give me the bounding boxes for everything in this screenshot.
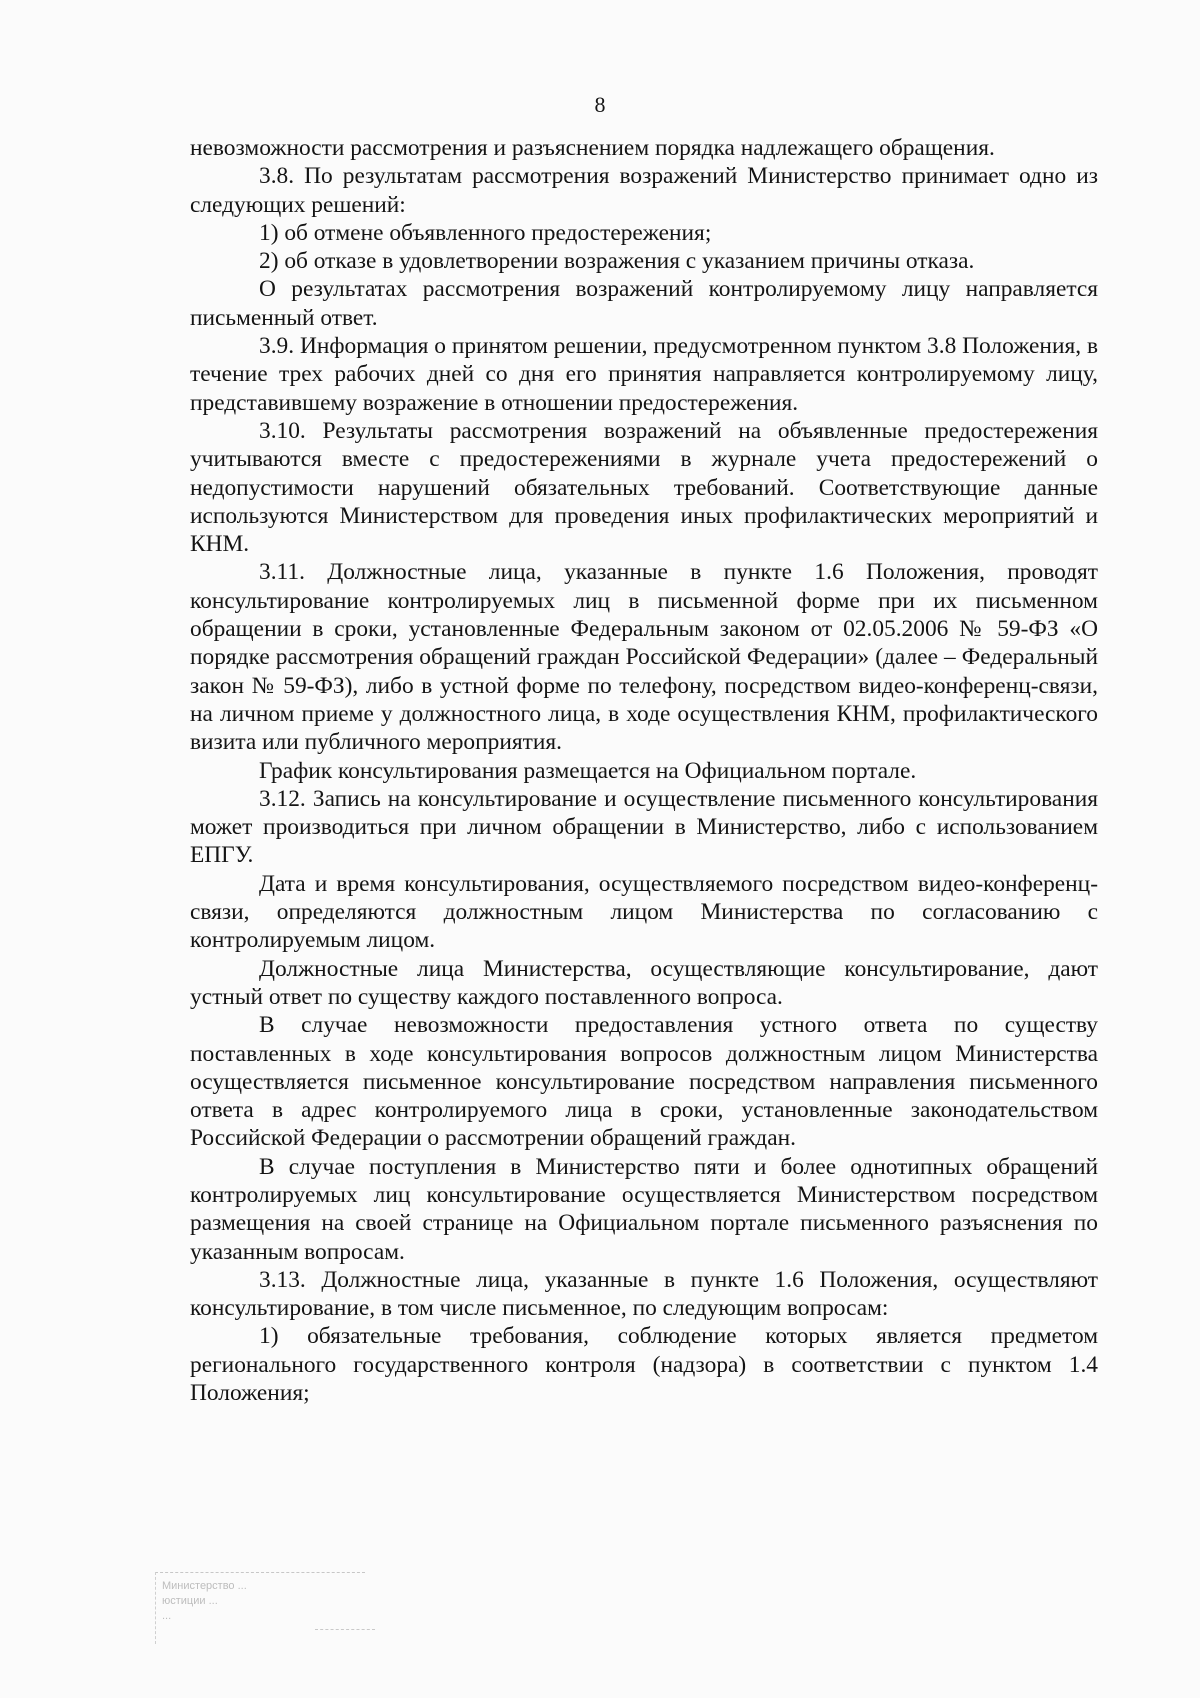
paragraph-list-item-2: 2) об отказе в удовлетворении возражения с указанием причины отказа. xyxy=(259,248,975,275)
paragraph-written-consultation: В случае невозможности предоставления устного ответа по существу поставленных в ходе консультирования вопросов должностным лицом Министерства осуществляется письменное консультирование посредством направления письменного ответа в адрес контролируемого лица в сроки, установленные законодательством Российской Федерации о рассмотрении обращений граждан. xyxy=(190,1012,1098,1152)
paragraph-list-item-1: 1) об отмене объявленного предостережения; xyxy=(259,219,712,246)
paragraph-oral-answer: Должностные лица Министерства, осуществляющие консультирование, дают устный ответ по существу каждого поставленного вопроса. xyxy=(190,955,1098,1010)
paragraph-date-time: Дата и время консультирования, осуществляемого посредством видео-конференц-связи, определяются должностным лицом Министерства по согласованию с контролируемым лицом. xyxy=(190,870,1098,954)
paragraph-3-13-item-1: 1) обязательные требования, соблюдение которых является предметом регионального государственного контроля (надзора) в соответствии с пунктом 1.4 Положения; xyxy=(190,1323,1098,1407)
stamp-underline xyxy=(315,1629,375,1630)
paragraph-3-13: 3.13. Должностные лица, указанные в пункте 1.6 Положения, осуществляют консультирование, в том числе письменное, по следующим вопросам: xyxy=(190,1266,1098,1322)
page-number: 8 xyxy=(594,92,606,117)
paragraph-results-reply: О результатах рассмотрения возражений контролируемому лицу направляется письменный ответ. xyxy=(190,276,1098,331)
document-body xyxy=(190,134,1098,1407)
paragraph-schedule: График консультирования размещается на Официальном портале. xyxy=(259,757,917,784)
paragraph-3-9: 3.9. Информация о принятом решении, предусмотренном пунктом 3.8 Положения, в течение трех рабочих дней со дня его принятия направляется контролируемому лицу, представившему возражение в отношении предостережения. xyxy=(190,333,1098,416)
paragraph-five-requests: В случае поступления в Министерство пяти и более однотипных обращений контролируемых лиц консультирование осуществляется Министерством посредством размещения на своей странице на Официальном портале письменного разъяснения по указанным вопросам. xyxy=(190,1153,1098,1265)
registration-stamp xyxy=(155,1572,365,1644)
paragraph-continuation: невозможности рассмотрения и разъяснением порядка надлежащего обращения. xyxy=(190,135,995,161)
paragraph-3-10: 3.10. Результаты рассмотрения возражений на объявленные предостережения учитываются вместе с предостережениями в журнале учета предостережений о недопустимости нарушений обязательных требований. Соответствующие данные используются Министерством для проведения иных профилактических мероприятий и КНМ. xyxy=(190,417,1098,558)
stamp-line: юстиции ... xyxy=(162,1595,218,1607)
paragraph-3-11: 3.11. Должностные лица, указанные в пункте 1.6 Положения, проводят консультирование контролируемых лиц в письменной форме при их письменном обращении в сроки, установленные Федеральным законом от 02.05.2006 № 59-ФЗ «О порядке рассмотрения обращений граждан Российской Федерации» (далее – Федеральный закон № 59-ФЗ), либо в устной форме по телефону, посредством видео-конференц-связи, на личном приеме у должностного лица, в ходе осуществления КНМ, профилактического визита или публичного мероприятия. xyxy=(190,559,1098,756)
stamp-line: Министерство ... xyxy=(162,1580,247,1592)
paragraph-3-8: 3.8. По результатам рассмотрения возражений Министерство принимает одно из следующих решений: xyxy=(190,163,1098,218)
stamp-line: ... xyxy=(162,1610,172,1622)
paragraph-3-12: 3.12. Запись на консультирование и осуществление письменного консультирования может производиться при личном обращении в Министерство, либо с использованием ЕПГУ. xyxy=(190,785,1098,869)
